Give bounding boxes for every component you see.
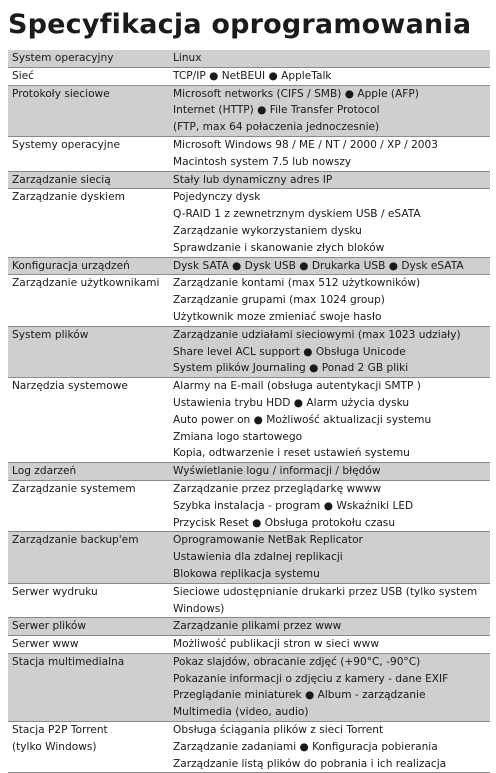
spec-label <box>8 463 169 481</box>
spec-label-line: Zarządzanie systemem <box>12 482 136 495</box>
spec-value-line: Obsługa ściągania plików z sieci Torrent <box>173 724 384 737</box>
spec-value <box>169 67 490 85</box>
spec-label <box>8 636 169 654</box>
spec-value <box>169 257 490 275</box>
spec-value-line: Wyświetlanie logu / informacji / błędów <box>173 465 381 478</box>
spec-row <box>8 257 490 275</box>
spec-value-line: Zarządzanie kontami (max 512 użytkowników) <box>173 277 421 290</box>
spec-label-line: Zarządzanie dyskiem <box>12 191 125 204</box>
spec-value-line: Pokazanie informacji o zdjęciu z kamery - dane EXIF <box>173 672 449 685</box>
spec-label <box>8 275 169 326</box>
spec-row <box>8 463 490 481</box>
spec-label <box>8 85 169 136</box>
spec-label <box>8 532 169 583</box>
spec-label <box>8 326 169 377</box>
spec-value-line: Szybka instalacja - program ● Wskaźniki LED <box>173 499 414 512</box>
spec-row <box>8 618 490 636</box>
spec-value <box>169 480 490 531</box>
spec-value-line: Zarządzanie grupami (max 1024 group) <box>173 294 385 307</box>
spec-label <box>8 618 169 636</box>
spec-row <box>8 50 490 67</box>
spec-label-line: Serwer wydruku <box>12 585 98 598</box>
spec-label <box>8 653 169 721</box>
spec-value-line: (FTP, max 64 połaczenia jednoczesnie) <box>173 121 380 134</box>
spec-value-line: Auto power on ● Możliwość aktualizacji systemu <box>173 413 432 426</box>
spec-value <box>169 463 490 481</box>
spec-label <box>8 136 169 171</box>
spec-value-line: Zarządzanie zadaniami ● Konfiguracja pobierania <box>173 740 438 753</box>
spec-label-line: Serwer plików <box>12 620 87 633</box>
spec-label <box>8 171 169 189</box>
spec-row <box>8 275 490 326</box>
spec-value <box>169 532 490 583</box>
spec-row <box>8 378 490 463</box>
spec-row <box>8 636 490 654</box>
spec-value-line: Microsoft networks (CIFS / SMB) ● Apple (AFP) <box>173 87 419 100</box>
spec-value-line: Użytkownik moze zmieniać swoje hasło <box>173 310 382 323</box>
spec-value <box>169 50 490 67</box>
spec-label-line: Serwer www <box>12 638 79 651</box>
spec-value <box>169 171 490 189</box>
spec-label-line: System plików <box>12 328 89 341</box>
spec-value-line: Blokowa replikacja systemu <box>173 567 320 580</box>
spec-value-line: Q-RAID 1 z zewnetrznym dyskiem USB / eSATA <box>173 208 421 221</box>
spec-value-line: Zarządzanie udziałami sieciowymi (max 1023 udziały) <box>173 328 461 341</box>
spec-label-line: Log zdarzeń <box>12 465 77 478</box>
spec-value <box>169 722 490 773</box>
spec-value-line: Alarmy na E-mail (obsługa autentykacji SMTP ) <box>173 380 421 393</box>
spec-label-line: Stacja P2P Torrent <box>12 724 108 737</box>
spec-value <box>169 85 490 136</box>
spec-value-line: Share level ACL support ● Obsługa Unicode <box>173 345 406 358</box>
spec-value-line: Dysk SATA ● Dysk USB ● Drukarka USB ● Dysk eSATA <box>173 259 464 272</box>
spec-value-line: Przeglądanie miniaturek ● Album - zarządzanie <box>173 689 426 702</box>
spec-value-line: Zarządzanie plikami przez www <box>173 620 342 633</box>
spec-label-line: Sieć <box>12 69 35 82</box>
spec-value-line: Oprogramowanie NetBak Replicator <box>173 534 363 547</box>
spec-value-line: Pojedynczy dysk <box>173 191 261 204</box>
spec-value-line: Microsoft Windows 98 / ME / NT / 2000 / XP / 2003 <box>173 138 439 151</box>
spec-value-line: System plików Journaling ● Ponad 2 GB pliki <box>173 362 409 375</box>
spec-value-line: Stały lub dynamiczny adres IP <box>173 173 333 186</box>
spec-value-line: Zmiana logo startowego <box>173 430 303 443</box>
spec-value <box>169 136 490 171</box>
spec-label-line: (tylko Windows) <box>12 740 97 753</box>
spec-label-line: Narzędzia systemowe <box>12 380 128 393</box>
spec-label <box>8 378 169 463</box>
spec-value <box>169 326 490 377</box>
spec-label <box>8 257 169 275</box>
spec-row <box>8 67 490 85</box>
spec-row <box>8 722 490 773</box>
spec-value-line: Ustawienia dla zdalnej replikacji <box>173 551 343 564</box>
spec-value-line: Ustawienia trybu HDD ● Alarm użycia dysku <box>173 396 410 409</box>
spec-value-line: Przycisk Reset ● Obsługa protokołu czasu <box>173 516 396 529</box>
spec-label-line: Zarządzanie użytkownikami <box>12 277 160 290</box>
spec-label-line: Systemy operacyjne <box>12 138 120 151</box>
spec-label-line: Konfiguracja urządzeń <box>12 259 130 272</box>
spec-row <box>8 189 490 257</box>
spec-value-line: Windows) <box>173 602 225 615</box>
spec-row <box>8 480 490 531</box>
spec-value-line: Możliwość publikacji stron w sieci www <box>173 638 379 651</box>
page-title: Specyfikacja oprogramowania <box>8 9 472 40</box>
spec-value <box>169 583 490 618</box>
spec-value-line: Zarządzanie wykorzystaniem dysku <box>173 224 362 237</box>
spec-label <box>8 480 169 531</box>
spec-value-line: Sprawdzanie i skanowanie złych bloków <box>173 241 385 254</box>
spec-value-line: Internet (HTTP) ● File Transfer Protocol <box>173 104 380 117</box>
spec-table-body <box>8 50 490 773</box>
spec-row <box>8 171 490 189</box>
spec-label <box>8 67 169 85</box>
spec-value-line: Zarządzanie listą plików do pobrania i ich realizacja <box>173 757 447 770</box>
spec-table <box>8 50 490 773</box>
spec-label-line: Zarządzanie backup'em <box>12 534 139 547</box>
spec-label <box>8 50 169 67</box>
spec-label <box>8 189 169 257</box>
spec-label-line: Stacja multimedialna <box>12 655 125 668</box>
spec-value <box>169 636 490 654</box>
spec-value-line: Macintosh system 7.5 lub nowszy <box>173 155 352 168</box>
spec-value-line: Pokaz slajdów, obracanie zdjęć (+90°C, -90°C) <box>173 655 421 668</box>
spec-value <box>169 378 490 463</box>
spec-value-line: Kopia, odtwarzenie i reset ustawień systemu <box>173 447 410 460</box>
spec-value <box>169 653 490 721</box>
spec-label <box>8 722 169 773</box>
spec-value-line: Multimedia (video, audio) <box>173 706 309 719</box>
spec-row <box>8 136 490 171</box>
spec-label-line: Zarządzanie siecią <box>12 173 111 186</box>
spec-value <box>169 189 490 257</box>
spec-row <box>8 653 490 721</box>
spec-row <box>8 532 490 583</box>
spec-value-line: TCP/IP ● NetBEUI ● AppleTalk <box>173 69 332 82</box>
spec-label-line: Protokoły sieciowe <box>12 87 110 100</box>
spec-value <box>169 275 490 326</box>
spec-row <box>8 326 490 377</box>
spec-row <box>8 583 490 618</box>
spec-value-line: Zarządzanie przez przeglądarkę wwww <box>173 482 382 495</box>
spec-label-line: System operacyjny <box>12 52 114 64</box>
spec-row <box>8 85 490 136</box>
spec-value-line: Sieciowe udostępnianie drukarki przez USB (tylko system <box>173 585 478 598</box>
spec-value-line: Linux <box>173 52 202 64</box>
spec-value <box>169 618 490 636</box>
spec-label <box>8 583 169 618</box>
